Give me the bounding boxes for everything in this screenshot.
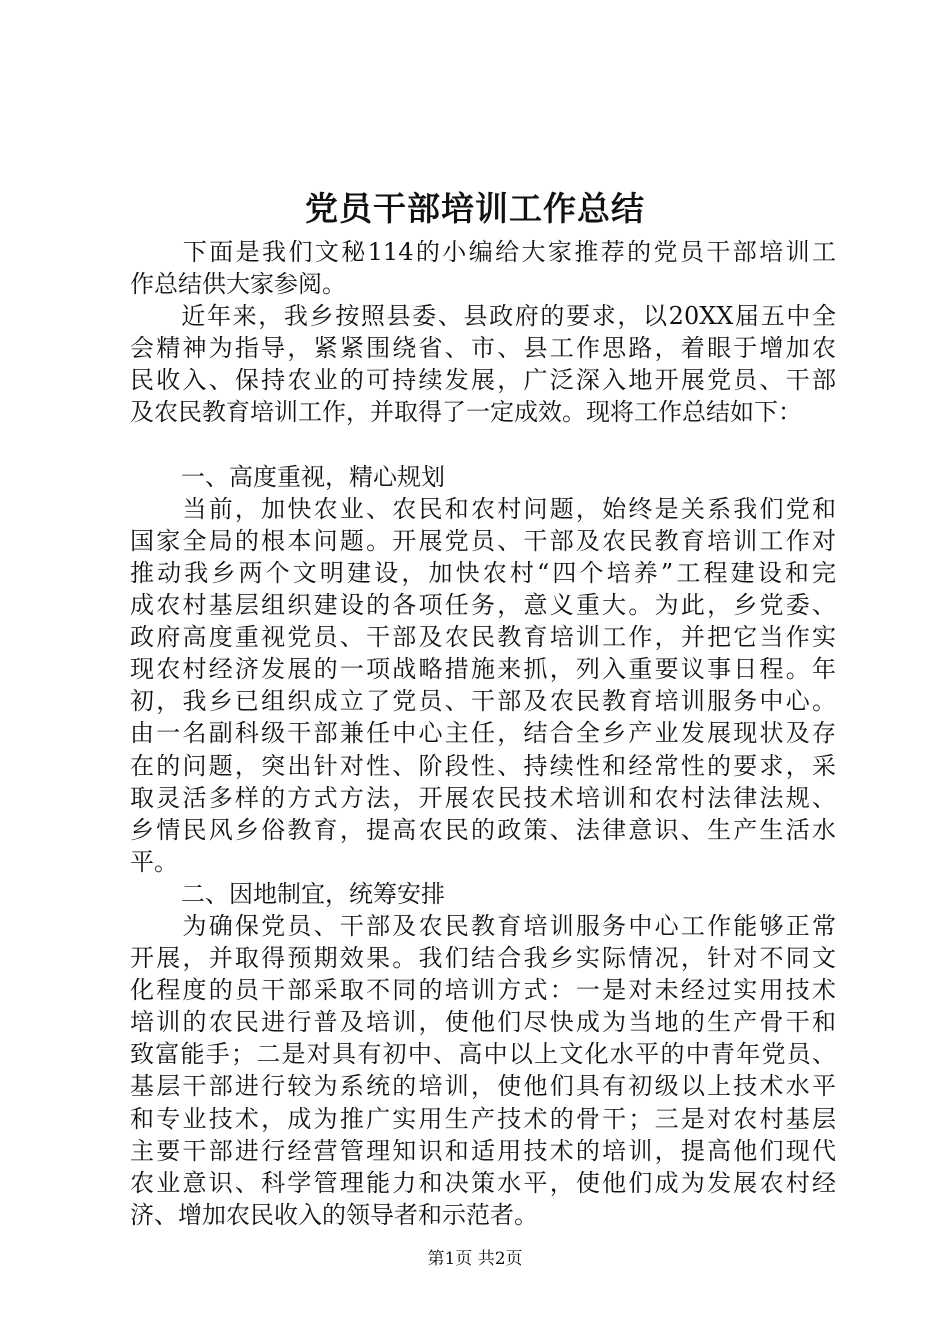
text-line: 下面是我们文秘114的小编给大家推荐的党员干部培训工 <box>130 238 836 266</box>
text-line: 开展，并取得预期效果。我们结合我乡实际情况，针对不同文 <box>130 944 836 973</box>
text-line: 由一名副科级干部兼任中心主任，结合全乡产业发展现状及存 <box>130 719 836 748</box>
text-line: 化程度的员干部采取不同的培训方式：一是对未经过实用技术 <box>130 976 836 1005</box>
text-line: 培训的农民进行普及培训，使他们尽快成为当地的生产骨干和 <box>130 1008 836 1037</box>
section-heading: 一、高度重视，精心规划 <box>181 462 445 491</box>
text-line: 农业意识、科学管理能力和决策水平，使他们成为发展农村经 <box>130 1168 836 1197</box>
text-line: 基层干部进行较为系统的培训，使他们具有初级以上技术水平 <box>130 1072 836 1101</box>
document-title: 党员干部培训工作总结 <box>305 189 645 228</box>
text-line: 取灵活多样的方式方法，开展农民技术培训和农村法律法规、 <box>130 783 836 812</box>
text-line: 政府高度重视党员、干部及农民教育培训工作，并把它当作实 <box>130 623 836 652</box>
text-line: 初，我乡已组织成立了党员、干部及农民教育培训服务中心。 <box>130 687 836 716</box>
section-heading: 二、因地制宜，统筹安排 <box>181 879 445 908</box>
text-line: 现农村经济发展的一项战略措施来抓，列入重要议事日程。年 <box>130 655 836 684</box>
text-line: 近年来，我乡按照县委、县政府的要求，以20XX届五中全 <box>130 302 836 331</box>
text-line: 当前，加快农业、农民和农村问题，始终是关系我们党和 <box>130 494 836 523</box>
paragraph-spacer <box>130 429 836 461</box>
paragraph <box>130 300 836 428</box>
text-line: 民收入、保持农业的可持续发展，广泛深入地开展党员、干部 <box>130 366 836 395</box>
page-footer: 第1页 共2页 <box>427 1249 523 1269</box>
text-line: 致富能手；二是对具有初中、高中以上文化水平的中青年党员、 <box>130 1040 836 1069</box>
text-line: 国家全局的根本问题。开展党员、干部及农民教育培训工作对 <box>130 526 836 555</box>
text-line: 作总结供大家参阅。 <box>130 270 346 299</box>
text-line: 和专业技术，成为推广实用生产技术的骨干；三是对农村基层 <box>130 1104 836 1133</box>
paragraph <box>130 493 836 878</box>
text-line: 主要干部进行经营管理知识和适用技术的培训，提高他们现代 <box>130 1136 836 1165</box>
text-line: 推动我乡两个文明建设，加快农村“四个培养”工程建设和完 <box>130 558 836 587</box>
text-line: 会精神为指导，紧紧围绕省、市、县工作思路，着眼于增加农 <box>130 334 836 363</box>
text-line: 平。 <box>130 847 178 876</box>
text-line: 成农村基层组织建设的各项任务，意义重大。为此，乡党委、 <box>130 591 836 620</box>
text-line: 及农民教育培训工作，并取得了一定成效。现将工作总结如下： <box>130 398 802 427</box>
document-body <box>130 236 836 1231</box>
text-line: 为确保党员、干部及农民教育培训服务中心工作能够正常 <box>130 911 836 940</box>
text-line: 乡情民风乡俗教育，提高农民的政策、法律意识、生产生活水 <box>130 815 836 844</box>
paragraph <box>130 910 836 1231</box>
text-line: 济、增加农民收入的领导者和示范者。 <box>130 1200 538 1229</box>
text-line: 在的问题，突出针对性、阶段性、持续性和经常性的要求，采 <box>130 751 836 780</box>
paragraph <box>130 236 836 300</box>
